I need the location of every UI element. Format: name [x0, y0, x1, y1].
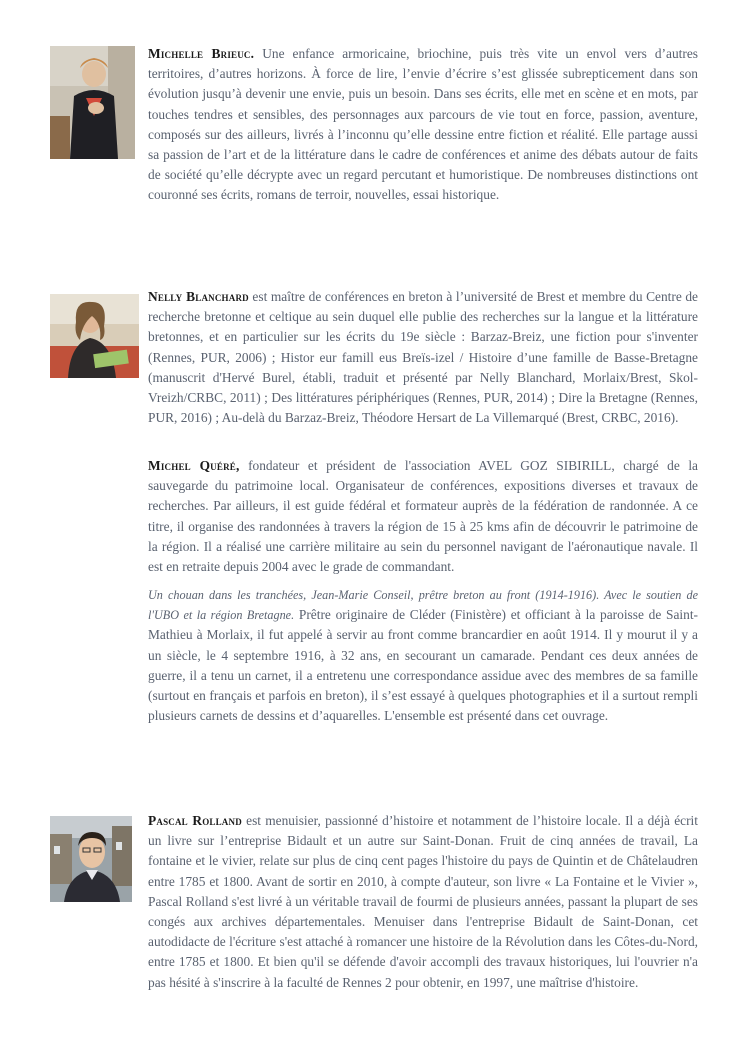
author-bio-nelly-blanchard: [148, 287, 698, 428]
author-photo-nelly-blanchard: [50, 294, 139, 378]
author-bio-text: fondateur et président de l'association AVEL GOZ SIBIRILL, chargé de la sauvegarde du patrimoine local. Organisateur de conférences, expositions diverses et travaux de recherches. Par ailleurs, il est guide fédéral et formateur auprès de la fédération de randonnée. A ce titre, il organise des randonnées à travers la région de 15 à 25 kms afin de découvrir le patrimoine de la région. Il a réalisé une carrière militaire au sein du personnel navigant de l'aéronautique navale. Il est en retraite depuis 2004 avec le grade de commandant.: [148, 458, 698, 575]
author-bio-pascal-rolland: [148, 811, 698, 993]
author-name: Michelle Brieuc.: [148, 46, 255, 61]
author-name: Pascal Rolland: [148, 813, 242, 828]
author-bio-text: Une enfance armoricaine, briochine, puis très vite un envol vers d’autres territoires, d’autres horizons. À force de lire, l’envie d’écrire s’est glissée subrepticement dans son évolution jusqu’à devenir une envie, puis un besoin. Dans ses écrits, elle met en scène et en mots, par touches tendres et sensibles, des personnages aux parcours de vie tout en force, passion, aventure, composés sur des ailleurs, livrés à l’inconnu qu’elle dessine entre fiction et réalité. Elle partage aussi sa passion de l’art et de la littérature dans le cadre de conférences et anime des débats autour de faits de société qu’elle décrypte avec un regard percutant et humoristique. De nombreuses distinctions ont couronné ses écrits, romans de terroir, nouvelles, essai historique.: [148, 46, 698, 203]
author-bio-michel-quere: [148, 456, 698, 577]
author-photo-michelle-brieuc: [50, 46, 135, 159]
author-bio-text: est maître de conférences en breton à l’université de Brest et membre du Centre de recherche bretonne et celtique au sein duquel elle publie des recherches sur la langue et la littérature bretonnes, et en particulier sur les écrits du 19e siècle : Barzaz-Breiz, une fiction pour s'inventer (Rennes, PUR, 2006) ; Histor eur famill eus Breïs-izel / Histoire d’une famille de Basse-Bretagne (manuscrit d'Hervé Burel, établi, traduit et présenté par Nelly Blanchard, Morlaix/Brest, Skol-Vreizh/CRBC, 2011) ; Des littératures périphériques (Rennes, PUR, 2014) ; Dire la Bretagne (Rennes, PUR, 2016) ; Au-delà du Barzaz-Breiz, Théodore Hersart de La Villemarqué (Brest, CRBC, 2016).: [148, 289, 698, 426]
book-description: [148, 585, 698, 726]
author-name: Michel Quéré,: [148, 458, 240, 473]
author-name: Nelly Blanchard: [148, 289, 249, 304]
book-title: Un chouan dans les tranchées, Jean-Marie Conseil, prêtre breton au front (1914-1916). Avec le soutien de l'UBO et la région Bretagne.: [148, 588, 698, 623]
book-description-text: Prêtre originaire de Cléder (Finistère) et officiant à la paroisse de Saint-Mathieu à Morlaix, il fut appelé à servir au front comme brancardier en août 1914. Il y mourut il y a un siècle, le 4 septembre 1916, à 32 ans, en secourant un camarade. Pendant ces deux années de guerre, il a tenu un carnet, il a entretenu une correspondance assidue avec des membres de sa famille (surtout en français et parfois en breton), il s’est essayé à quelques photographies et il a surtout rempli plusieurs carnets de dessins et d’aquarelles. L'ensemble est présenté dans cet ouvrage.: [148, 607, 699, 724]
author-photo-pascal-rolland: [50, 816, 132, 902]
author-bio-michelle-brieuc: [148, 44, 698, 206]
author-bio-text: est menuisier, passionné d’histoire et notamment de l’histoire locale. Il a déjà écrit un livre sur l’entreprise Bidault et un autre sur Saint-Donan. Fruit de cinq années de travail, La fontaine et le vivier, relate sur plus de cinq cent pages l'histoire du pays de Quintin et de Châtelaudren entre 1785 et 1800. Avant de sortir en 2010, à compte d'auteur, son livre « La Fontaine et le Vivier », Pascal Rolland s'est livré à un véritable travail de fourmi de plusieurs années, passant la plupart de ses congés aux archives départementales. Menuiser dans l'entreprise Bidault de Saint-Donan, cet autodidacte de l'écriture s'est attaché à romancer une histoire de la Révolution dans les Côtes-du-Nord, entre 1785 et 1800. Et bien qu'il se défende d'avoir accompli des travaux historiques, lui l'ouvrier n'a pas hésité à s'inscrire à la faculté de Rennes 2 pour obtenir, en 1997, une maîtrise d'histoire.: [148, 813, 698, 990]
